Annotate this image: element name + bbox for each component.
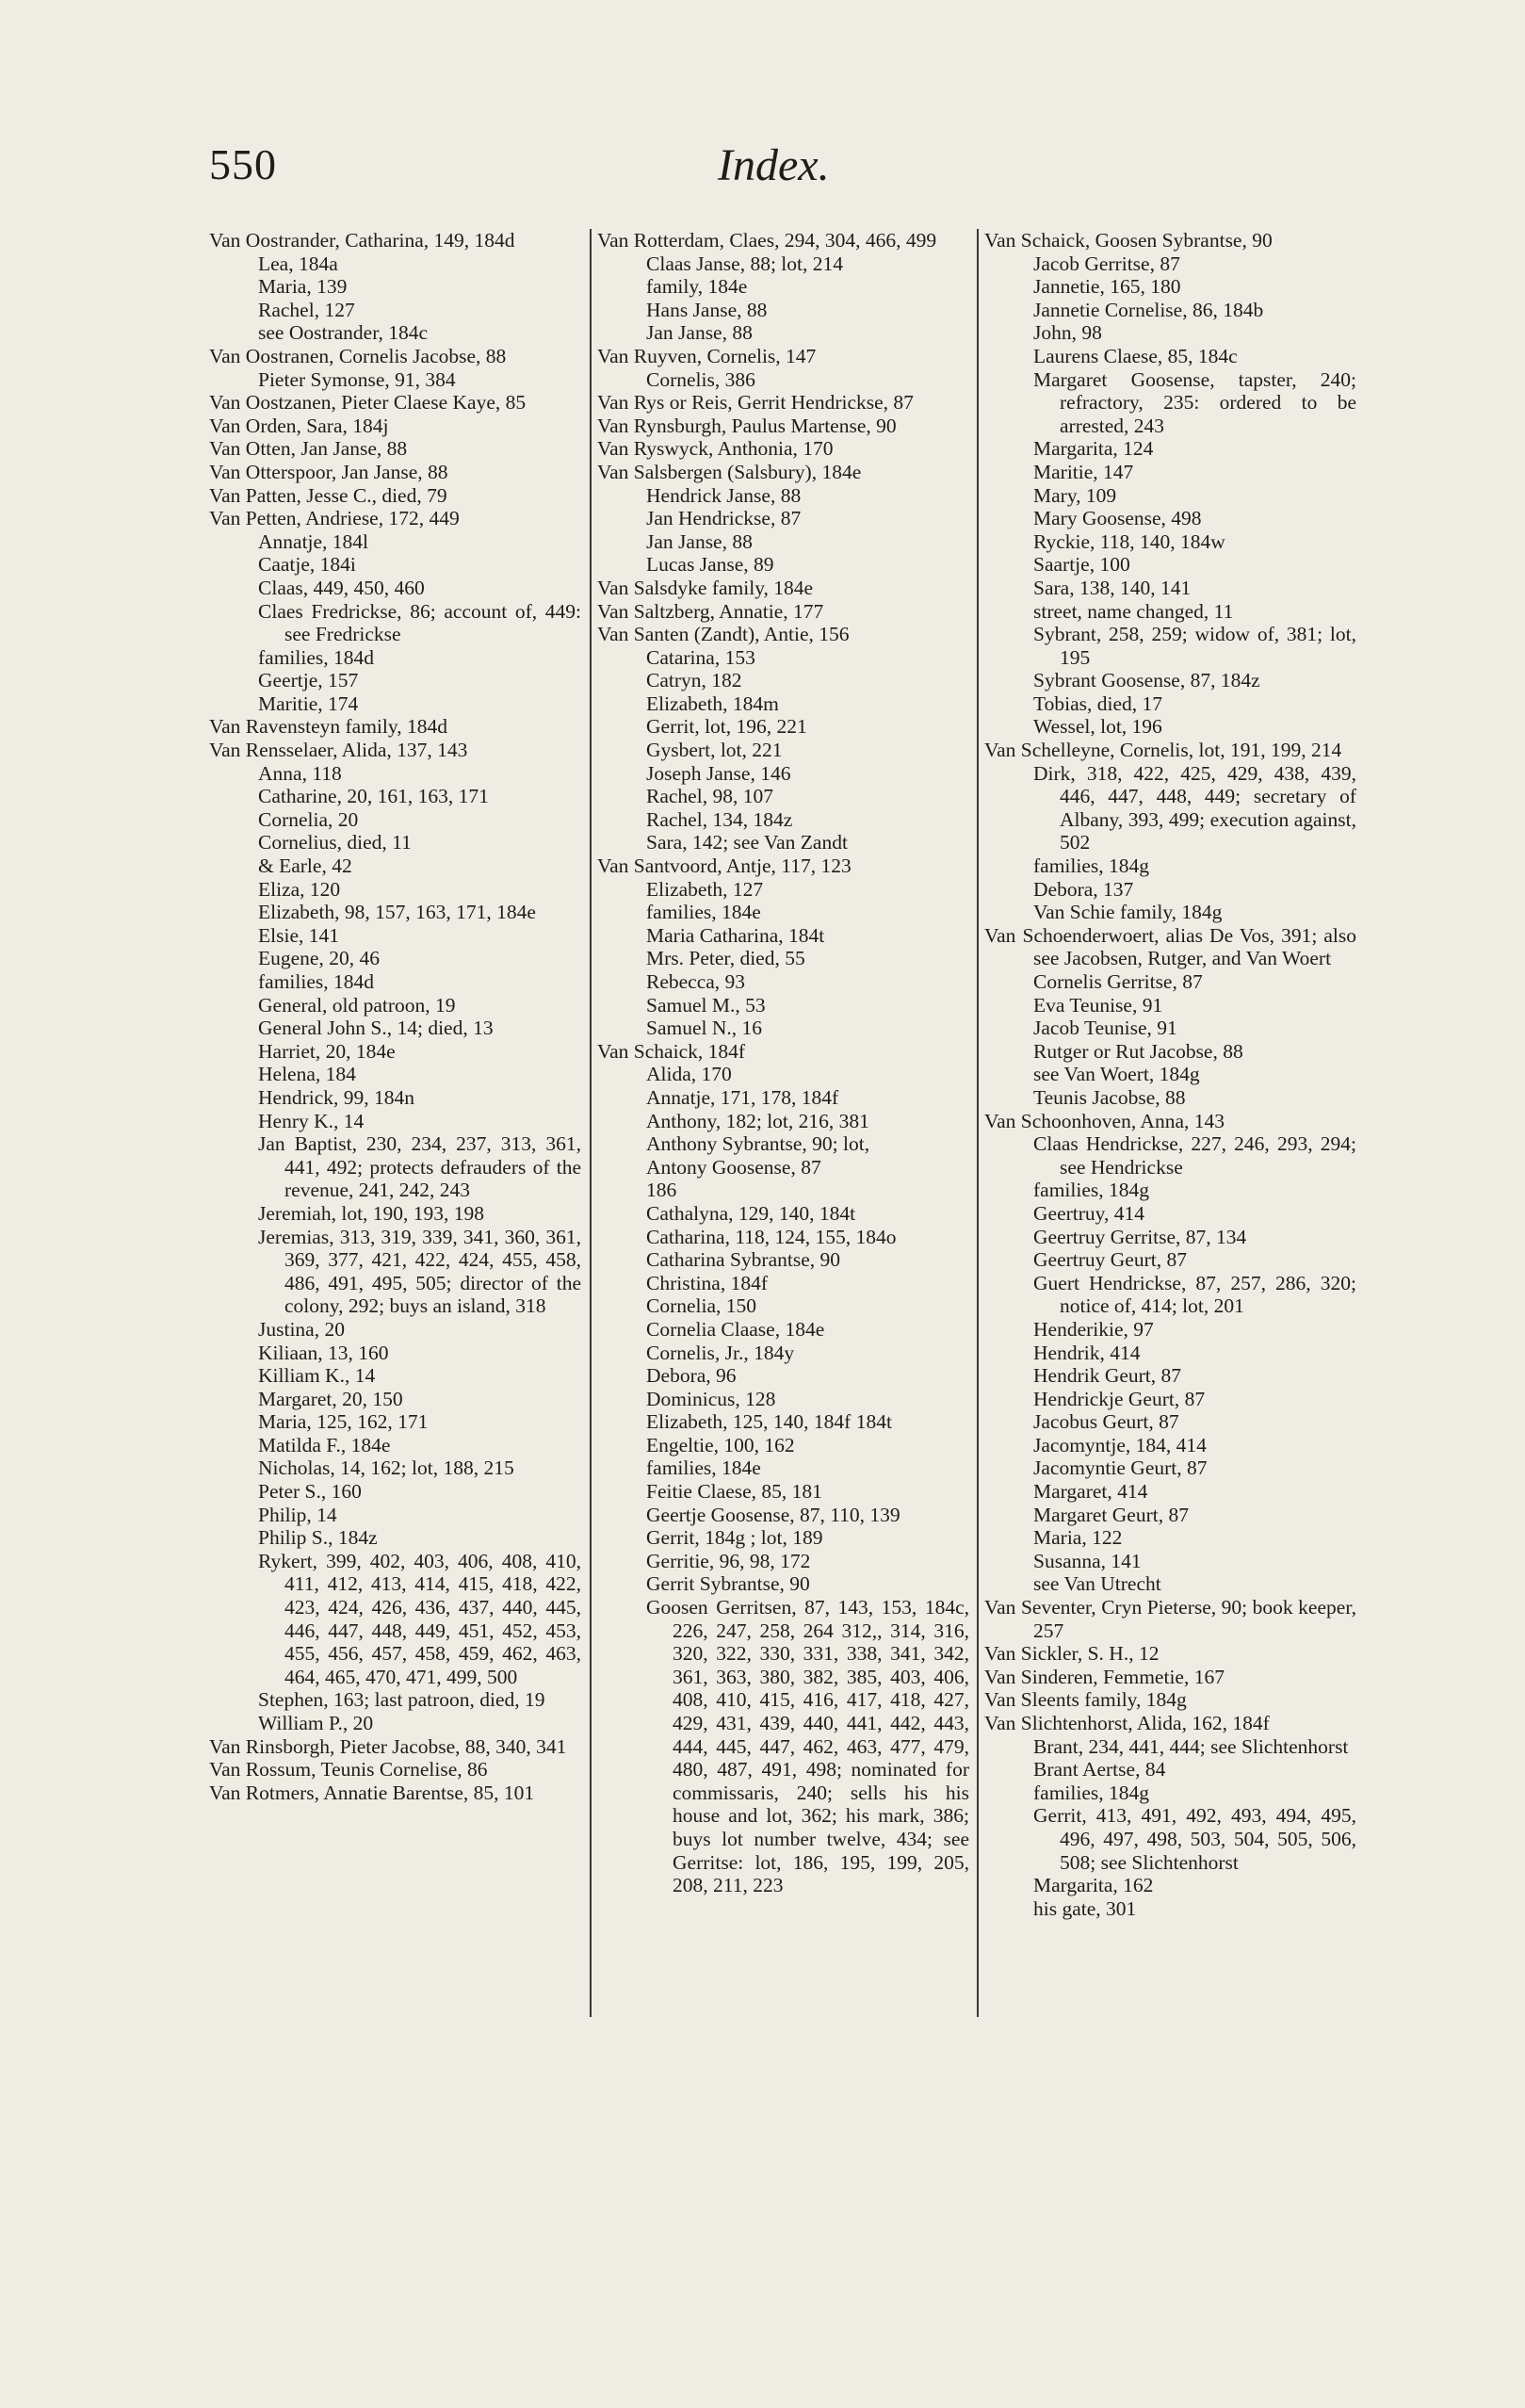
index-subentry: Sybrant Goosense, 87, 184z	[1033, 669, 1260, 692]
index-subentry: Claas Hendrickse, 227, 246, 293, 294; see Hendrickse	[1033, 1132, 1356, 1179]
index-subentry: Gerrit, 413, 491, 492, 493, 494, 495, 496, 497, 498, 503, 504, 505, 506, 508; see Slichtenhorst	[1033, 1804, 1356, 1874]
index-subentry: Stephen, 163; last patroon, died, 19	[258, 1688, 545, 1712]
index-subentry: Mary, 109	[1033, 483, 1117, 507]
index-subentry: William P., 20	[258, 1712, 374, 1734]
index-subentry: & Earle, 42	[258, 854, 352, 878]
index-subentry: 186	[646, 1179, 677, 1202]
index-entry: Van Schaick, Goosen Sybrantse, 90	[984, 229, 1273, 252]
index-subentry: Kiliaan, 13, 160	[258, 1341, 389, 1364]
index-subentry: Tobias, died, 17	[1033, 691, 1163, 715]
index-subentry: Catharina, 118, 124, 155, 184o	[646, 1225, 897, 1248]
index-subentry: families, 184d	[258, 970, 375, 993]
index-subentry: Margaret Geurt, 87	[1033, 1503, 1189, 1526]
index-subentry: his gate, 301	[1033, 1896, 1137, 1920]
index-entry: Van Ryswyck, Anthonia, 170	[597, 437, 834, 461]
index-subentry: Sara, 142; see Van Zandt	[646, 831, 848, 854]
index-subentry: Engeltie, 100, 162	[646, 1433, 795, 1456]
index-subentry: families, 184e	[646, 1456, 761, 1480]
index-subentry: Lea, 184a	[258, 252, 338, 275]
index-entry: Van Sickler, S. H., 12	[984, 1642, 1160, 1666]
index-subentry: Cornelis, Jr., 184y	[646, 1341, 795, 1364]
index-subentry: families, 184g	[1033, 854, 1150, 878]
index-entry: Van Schelleyne, Cornelis, lot, 191, 199, 214	[984, 739, 1342, 762]
index-entry: Van Patten, Jesse C., died, 79	[209, 483, 447, 507]
index-entry: Van Oostranen, Cornelis Jacobse, 88	[209, 344, 507, 367]
index-subentry: Antony Goosense, 87	[646, 1155, 821, 1179]
index-subentry: Joseph Janse, 146	[646, 761, 791, 785]
index-subentry: Mary Goosense, 498	[1033, 507, 1202, 530]
index-subentry: Geertruy Gerritse, 87, 134	[1033, 1225, 1247, 1248]
index-entry: Van Santen (Zandt), Antie, 156	[597, 623, 850, 646]
index-subentry: Christina, 184f	[646, 1271, 768, 1294]
index-entry: Van Rensselaer, Alida, 137, 143	[209, 739, 468, 762]
index-entry: Van Ruyven, Cornelis, 147	[597, 344, 817, 367]
index-columns	[209, 229, 1368, 2254]
index-subentry: Cathalyna, 129, 140, 184t	[646, 1201, 856, 1225]
index-subentry: Jacomyntje, 184, 414	[1033, 1433, 1207, 1456]
index-subentry: Sara, 138, 140, 141	[1033, 576, 1192, 599]
index-entry: Van Rossum, Teunis Cornelise, 86	[209, 1758, 488, 1782]
index-subentry: Brant, 234, 441, 444; see Slichtenhorst	[1033, 1734, 1349, 1758]
index-subentry: Rebecca, 93	[646, 970, 746, 993]
column-divider	[590, 229, 592, 2017]
index-subentry: Guert Hendrickse, 87, 257, 286, 320; notice of, 414; lot, 201	[1033, 1271, 1356, 1318]
index-entry: Van Salsbergen (Salsbury), 184e	[597, 460, 862, 483]
index-entry: Van Ravensteyn family, 184d	[209, 715, 447, 739]
column-divider	[977, 229, 979, 2017]
index-subentry: Elizabeth, 98, 157, 163, 171, 184e	[258, 901, 536, 924]
index-subentry: Catarina, 153	[646, 645, 755, 669]
index-subentry: Eliza, 120	[258, 877, 341, 901]
index-subentry: Gerrit, 184g ; lot, 189	[646, 1526, 823, 1550]
page-number: 550	[209, 140, 277, 188]
index-entry: Van Slichtenhorst, Alida, 162, 184f	[984, 1712, 1270, 1734]
index-subentry: Cornelis Gerritse, 87	[1033, 970, 1203, 993]
index-subentry: Jacobus Geurt, 87	[1033, 1410, 1179, 1434]
index-entry: Van Seventer, Cryn Pieterse, 90; book keeper, 257	[984, 1596, 1356, 1642]
index-subentry: Anna, 118	[258, 761, 342, 785]
index-subentry: Hendrick, 99, 184n	[258, 1085, 414, 1109]
index-subentry: Catryn, 182	[646, 669, 742, 692]
index-subentry: Geertruy, 414	[1033, 1201, 1145, 1225]
index-subentry: Jan Janse, 88	[646, 529, 753, 553]
index-entry: Van Sinderen, Femmetie, 167	[984, 1665, 1225, 1688]
index-subentry: Rachel, 134, 184z	[646, 807, 793, 831]
index-subentry: Laurens Claese, 85, 184c	[1033, 344, 1238, 367]
index-subentry: Henderikie, 97	[1033, 1317, 1154, 1341]
index-subentry: Alida, 170	[646, 1063, 732, 1086]
index-entry: Van Petten, Andriese, 172, 449	[209, 507, 460, 530]
index-subentry: Hans Janse, 88	[646, 298, 768, 321]
index-subentry: Hendrick Janse, 88	[646, 483, 802, 507]
index-subentry: Elizabeth, 127	[646, 877, 764, 901]
index-entry: Van Rotterdam, Claes, 294, 304, 466, 499	[597, 229, 937, 252]
index-subentry: Geertje Goosense, 87, 110, 139	[646, 1503, 900, 1526]
index-entry: Van Rynsburgh, Paulus Martense, 90	[597, 414, 897, 437]
index-subentry: Sybrant, 258, 259; widow of, 381; lot, 195	[1033, 623, 1356, 669]
index-subentry: see Oostrander, 184c	[258, 321, 429, 345]
index-subentry: General John S., 14; died, 13	[258, 1017, 494, 1040]
index-entry: Van Orden, Sara, 184j	[209, 414, 389, 437]
index-entry: Van Schoenderwoert, alias De Vos, 391; also see Jacobsen, Rutger, and Van Woert	[984, 923, 1356, 970]
index-subentry: Geertruy Geurt, 87	[1033, 1248, 1187, 1272]
page-header	[209, 139, 838, 196]
index-subentry: Catharine, 20, 161, 163, 171	[258, 785, 489, 808]
index-subentry: Henry K., 14	[258, 1109, 365, 1132]
index-subentry: Claes Fredrickse, 86; account of, 449: see Fredrickse	[258, 599, 581, 646]
index-subentry: Margarita, 124	[1033, 437, 1154, 461]
index-subentry: Samuel N., 16	[646, 1017, 763, 1040]
index-subentry: Claas, 449, 450, 460	[258, 576, 425, 599]
index-entry: Van Sleents family, 184g	[984, 1688, 1187, 1712]
index-subentry: families, 184g	[1033, 1179, 1150, 1202]
index-subentry: Maria Catharina, 184t	[646, 923, 825, 947]
index-subentry: Eugene, 20, 46	[258, 947, 380, 970]
index-subentry: Maria, 139	[258, 275, 348, 299]
index-subentry: Dirk, 318, 422, 425, 429, 438, 439, 446, 447, 448, 449; secretary of Albany, 393, 499; execution against, 502	[1033, 761, 1356, 854]
index-subentry: Van Schie family, 184g	[1033, 901, 1223, 924]
index-subentry: Nicholas, 14, 162; lot, 188, 215	[258, 1456, 514, 1480]
index-entry: Van Oostzanen, Pieter Claese Kaye, 85	[209, 391, 527, 415]
index-subentry: Helena, 184	[258, 1063, 356, 1086]
index-subentry: Jannetie, 165, 180	[1033, 275, 1181, 299]
index-column-3	[984, 229, 1356, 2254]
index-subentry: Justina, 20	[258, 1317, 345, 1341]
index-subentry: Peter S., 160	[258, 1480, 362, 1504]
index-subentry: Annatje, 171, 178, 184f	[646, 1085, 839, 1109]
index-subentry: Jeremias, 313, 319, 339, 341, 360, 361, 369, 377, 421, 422, 424, 455, 458, 486, 491, 495, 505; director of the colony, 292; buys an island, 318	[258, 1225, 581, 1318]
index-subentry: families, 184e	[646, 901, 761, 924]
index-subentry: Dominicus, 128	[646, 1387, 776, 1410]
index-subentry: Cornelia, 150	[646, 1294, 757, 1318]
index-entry: Van Otten, Jan Janse, 88	[209, 437, 408, 461]
index-subentry: Maritie, 174	[258, 691, 359, 715]
index-subentry: see Van Utrecht	[1033, 1572, 1161, 1596]
index-subentry: Catharina Sybrantse, 90	[646, 1248, 840, 1272]
index-subentry: Feitie Claese, 85, 181	[646, 1480, 822, 1504]
index-subentry: Brant Aertse, 84	[1033, 1758, 1166, 1782]
index-subentry: Rutger or Rut Jacobse, 88	[1033, 1039, 1243, 1063]
index-subentry: Gerritie, 96, 98, 172	[646, 1549, 811, 1572]
index-subentry: Eva Teunise, 91	[1033, 993, 1163, 1017]
index-subentry: Caatje, 184i	[258, 553, 356, 577]
index-entry: Van Rinsborgh, Pieter Jacobse, 88, 340, 341	[209, 1734, 567, 1758]
index-entry: Van Schaick, 184f	[597, 1039, 746, 1063]
index-subentry: Hendrickje Geurt, 87	[1033, 1387, 1206, 1410]
index-subentry: Jan Hendrickse, 87	[646, 507, 802, 530]
index-subentry: Anthony Sybrantse, 90; lot,	[646, 1132, 870, 1156]
index-subentry: Jacomyntie Geurt, 87	[1033, 1456, 1208, 1480]
index-subentry: Harriet, 20, 184e	[258, 1039, 396, 1063]
index-subentry: Rykert, 399, 402, 403, 406, 408, 410, 411, 412, 413, 414, 415, 418, 422, 423, 424, 426, 436, 437, 440, 445, 446, 447, 448, 449, 451, 452, 453, 455, 456, 457, 458, 459, 462, 463, 464, 465, 470, 471, 499, 500	[258, 1549, 581, 1688]
index-subentry: families, 184d	[258, 645, 375, 669]
index-subentry: Margarita, 162	[1033, 1874, 1154, 1897]
index-subentry: Mrs. Peter, died, 55	[646, 947, 805, 970]
index-subentry: Jacob Gerritse, 87	[1033, 252, 1180, 275]
index-subentry: General, old patroon, 19	[258, 993, 456, 1017]
index-subentry: Debora, 96	[646, 1364, 737, 1388]
index-entry: Van Rys or Reis, Gerrit Hendrickse, 87	[597, 391, 914, 415]
index-subentry: family, 184e	[646, 275, 748, 299]
index-subentry: Rachel, 127	[258, 298, 355, 321]
index-subentry: see Van Woert, 184g	[1033, 1063, 1200, 1086]
index-subentry: Saartje, 100	[1033, 553, 1130, 577]
index-subentry: Pieter Symonse, 91, 384	[258, 367, 456, 391]
index-subentry: Gerrit Sybrantse, 90	[646, 1572, 810, 1596]
index-subentry: Cornelia, 20	[258, 807, 359, 831]
index-subentry: Lucas Janse, 89	[646, 553, 774, 577]
index-subentry: Margaret, 20, 150	[258, 1387, 403, 1410]
index-subentry: Jan Janse, 88	[646, 321, 753, 345]
index-subentry: Rachel, 98, 107	[646, 785, 773, 808]
index-subentry: Elizabeth, 125, 140, 184f 184t	[646, 1410, 892, 1434]
index-subentry: Matilda F., 184e	[258, 1433, 391, 1456]
index-subentry: Philip S., 184z	[258, 1526, 378, 1550]
index-entry: Van Oostrander, Catharina, 149, 184d	[209, 229, 515, 252]
running-head: Index.	[718, 140, 830, 190]
index-subentry: Anthony, 182; lot, 216, 381	[646, 1109, 869, 1132]
index-subentry: Maria, 122	[1033, 1526, 1123, 1550]
index-subentry: Cornelia Claase, 184e	[646, 1317, 825, 1341]
index-subentry: Samuel M., 53	[646, 993, 766, 1017]
index-subentry: Annatje, 184l	[258, 529, 369, 553]
index-subentry: Jeremiah, lot, 190, 193, 198	[258, 1201, 485, 1225]
index-column-2	[597, 229, 969, 2254]
index-subentry: Gysbert, lot, 221	[646, 739, 783, 762]
index-column-1	[209, 229, 581, 2254]
index-subentry: Jacob Teunise, 91	[1033, 1017, 1177, 1040]
index-subentry: Margaret Goosense, tapster, 240; refractory, 235: ordered to be arrested, 243	[1033, 367, 1356, 437]
index-subentry: Claas Janse, 88; lot, 214	[646, 252, 844, 275]
index-subentry: Maria, 125, 162, 171	[258, 1410, 429, 1434]
index-subentry: Jan Baptist, 230, 234, 237, 313, 361, 441, 492; protects defrauders of the revenue, 241, 242, 243	[258, 1132, 581, 1202]
index-subentry: Jannetie Cornelise, 86, 184b	[1033, 298, 1264, 321]
index-subentry: Debora, 137	[1033, 877, 1134, 901]
index-subentry: street, name changed, 11	[1033, 599, 1234, 623]
index-subentry: Margaret, 414	[1033, 1480, 1148, 1504]
index-subentry: Elizabeth, 184m	[646, 691, 779, 715]
index-subentry: Ryckie, 118, 140, 184w	[1033, 529, 1225, 553]
index-subentry: John, 98	[1033, 321, 1102, 345]
index-entry: Van Saltzberg, Annatie, 177	[597, 599, 824, 623]
index-subentry: Geertje, 157	[258, 669, 359, 692]
index-entry: Van Schoonhoven, Anna, 143	[984, 1109, 1225, 1132]
index-entry: Van Rotmers, Annatie Barentse, 85, 101	[209, 1781, 535, 1804]
index-subentry: Cornelius, died, 11	[258, 831, 412, 854]
index-subentry: Teunis Jacobse, 88	[1033, 1085, 1186, 1109]
index-subentry: Wessel, lot, 196	[1033, 715, 1162, 739]
index-subentry: Cornelis, 386	[646, 367, 755, 391]
index-subentry: Goosen Gerritsen, 87, 143, 153, 184c, 226, 247, 258, 264 312,, 314, 316, 320, 322, 330, 331, 338, 341, 342, 361, 363, 380, 382, 385, 403, 406, 408, 410, 415, 416, 417, 418, 427, 429, 431, 439, 440, 441, 442, 443, 444, 445, 447, 462, 463, 477, 479, 480, 487, 491, 498; nominated for commissaris, 240; sells his his house and lot, 362; his mark, 386; buys lot number twelve, 434; see Gerritse: lot, 186, 195, 199, 205, 208, 211, 223	[646, 1596, 969, 1897]
index-entry: Van Santvoord, Antje, 117, 123	[597, 854, 852, 878]
index-subentry: Philip, 14	[258, 1503, 337, 1526]
index-subentry: Gerrit, lot, 196, 221	[646, 715, 807, 739]
index-subentry: Susanna, 141	[1033, 1549, 1142, 1572]
index-entry: Van Otterspoor, Jan Janse, 88	[209, 460, 448, 483]
index-subentry: Hendrik, 414	[1033, 1341, 1141, 1364]
index-subentry: Killiam K., 14	[258, 1364, 376, 1388]
index-subentry: families, 184g	[1033, 1781, 1150, 1804]
index-subentry: Maritie, 147	[1033, 460, 1134, 483]
index-subentry: Elsie, 141	[258, 923, 339, 947]
index-entry: Van Salsdyke family, 184e	[597, 576, 814, 599]
index-subentry: Hendrik Geurt, 87	[1033, 1364, 1182, 1388]
